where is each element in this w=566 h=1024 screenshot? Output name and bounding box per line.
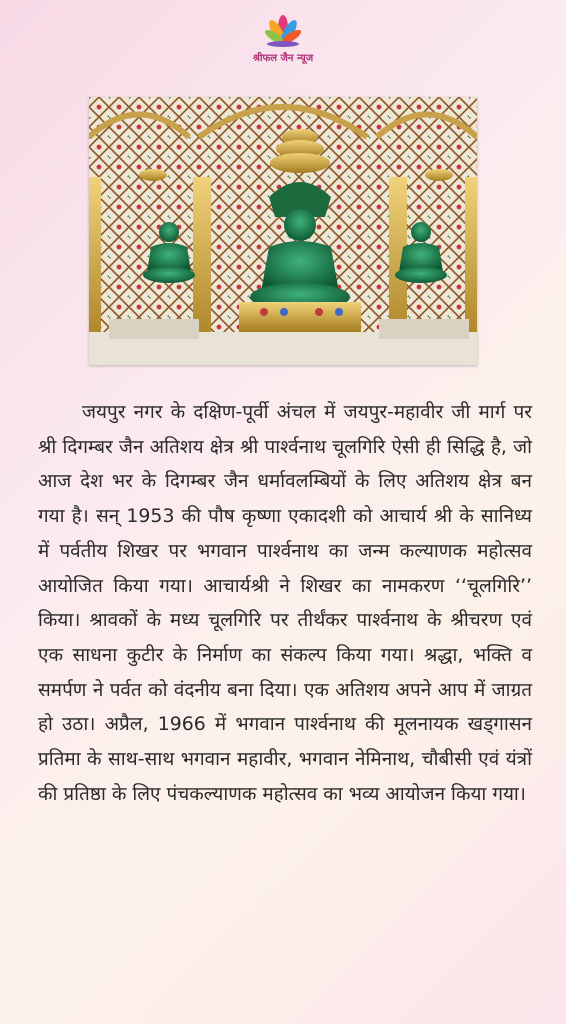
temple-photo: [89, 97, 477, 365]
brand-name: श्रीफल जैन न्यूज: [252, 53, 314, 64]
brand-logo: [243, 12, 323, 78]
lotus-icon: [253, 14, 313, 48]
article-body: जयपुर नगर के दक्षिण-पूर्वी अंचल में जयपुर-महावीर जी मार्ग पर श्री दिगम्बर जैन अतिशय क्षेत्र श्री पार्श्वनाथ चूलगिरि ऐसी ही सिद्धि है, जो आज देश भर के दिगम्बर जैन धर्मावलम्बियों के लिए अतिशय क्षेत्र बन गया है। सन् 1953 की पौष कृष्णा एकादशी को आचार्य श्री के सानिध्य में पर्वतीय शिखर पर भगवान पार्श्वनाथ का जन्म कल्याणक महोत्सव आयोजित किया गया। आचार्यश्री ने शिखर का नामकरण ‘‘चूलगिरि’’ किया। श्रावकों के मध्य चूलगिरि पर तीर्थंकर पार्श्वनाथ के श्रीचरण एवं एक साधना कुटीर के निर्माण का संकल्प किया गया। श्रद्धा, भक्ति व समर्पण ने पर्वत को वंदनीय बना दिया। एक अतिशय अपने आप में जाग्रत हो उठा। अप्रैल, 1966 में भगवान पार्श्वनाथ की मूलनायक खड्गासन प्रतिमा के साथ-साथ भगवान महावीर, भगवान नेमिनाथ, चौबीसी एवं यंत्रों की प्रतिष्ठा के लिए पंचकल्याणक महोत्सव का भव्य आयोजन किया गया।: [38, 401, 532, 805]
temple-idol-image: [89, 97, 477, 365]
